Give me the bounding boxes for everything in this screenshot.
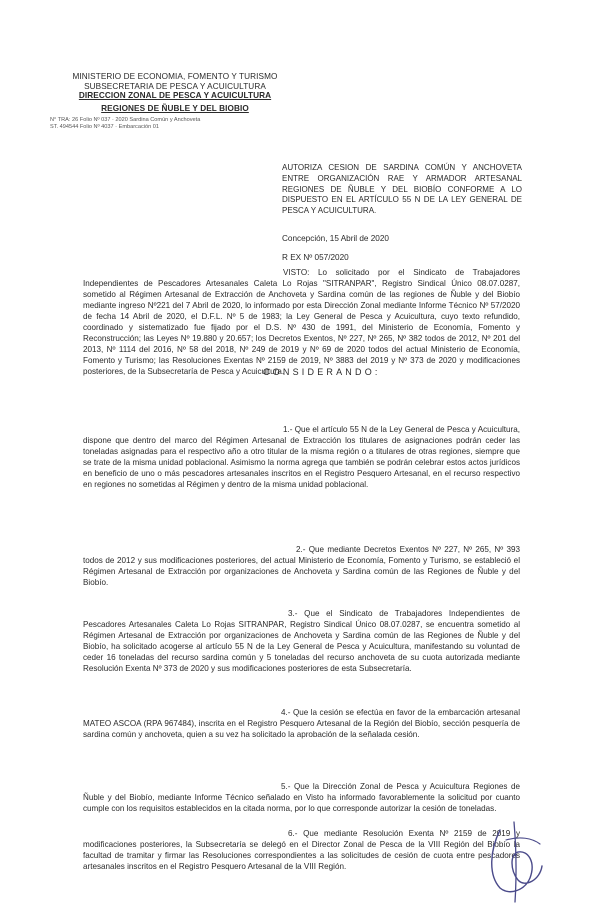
considerando-1: 1.- Que el artículo 55 N de la Ley General de Pesca y Acuicultura, dispone que dentro del marco del Régimen Artesanal de Extracción los titulares de asignaciones podrán ceder las toneladas asignadas para el respectivo año a otro titular de la misma región o a titulares de otras regiones, siempre que se trate de la misma unidad poblacional. Asimismo la norma agrega que también se podrán celebrar estos actos jurídicos en beneficio de uno o más pescadores artesanales inscritos en el Registro Pesquero Artesanal, en el recurso respectivo en regiones no sometidas al Régimen y dentro de la misma unidad poblacional.	[83, 425, 520, 490]
regiones-line: REGIONES DE ÑUBLE Y DEL BIOBIO	[101, 103, 249, 113]
considerando-3: 3.- Que el Sindicato de Trabajadores Independientes de Pescadores Artesanales Caleta Lo Rojas SITRANPAR, Registro Sindical Único 08.07.0287, se encuentra sometido al Régimen Artesanal de Extracción por organizaciones de Anchoveta y Sardina común de las Regiones de Ñuble y del Biobío, ha solicitado acogerse al artículo 55 N de la Ley General de Pesca y Acuicultura, manifestando su voluntad de ceder 16 toneladas del recurso sardina común y 5 toneladas del recurso anchoveta de su cuota autorizada mediante Resolución Exenta Nº 373 de 2020 y sus modificaciones posteriores de esta Subsecretaría.	[83, 609, 520, 674]
considerando-6: 6.- Que mediante Resolución Exenta Nº 2159 de 2019 y modificaciones posteriores, la Subsecretaría se delegó en el Director Zonal de Pesca de la VIII Región del Biobío la facultad de tramitar y firmar las Resoluciones correspondientes a las solicitudes de cesión de cuota entre pescadores artesanales inscritos en el Registro Pesquero Artesanal de la VIII Región.	[83, 829, 520, 872]
considerando-2: 2.- Que mediante Decretos Exentos Nº 227, Nº 265, Nº 393 todos de 2012 y sus modificaciones posteriores, del actual Ministerio de Economía, Fomento y Turismo, se estableció el Régimen Artesanal de Extracción por organizaciones de Anchoveta y Sardina común de las Regiones de Ñuble y del Biobío.	[83, 545, 520, 588]
place-date: Concepción, 15 Abril de 2020	[282, 234, 389, 243]
letterhead	[50, 72, 300, 131]
handwritten-signature	[470, 810, 560, 905]
subsecretaria-line: SUBSECRETARIA DE PESCA Y ACUICULTURA	[84, 81, 266, 91]
resolution-subject: AUTORIZA CESION DE SARDINA COMÚN Y ANCHOVETA ENTRE ORGANIZACIÓN RAE Y ARMADOR ARTESANAL REGIONES DE ÑUBLE Y DEL BIOBÍO CONFORME A LO DISPUESTO EN EL ARTÍCULO 55 N DE LA LEY GENERAL DE PESCA Y ACUICULTURA.	[282, 163, 522, 216]
resolution-number: R EX Nº 057/2020	[282, 253, 349, 262]
considerando-5: 5.- Que la Dirección Zonal de Pesca y Acuicultura Regiones de Ñuble y del Biobío, mediante Informe Técnico señalado en Visto ha informado favorablemente la solicitud por cuanto cumple con los requisitos establecidos en la citada norma, por lo que corresponde autorizar la cesión de toneladas.	[83, 782, 520, 814]
file-reference-line-2: ST. 494544 Folio Nº 4037 · Embarcación 01	[50, 123, 160, 130]
considerando-heading: CONSIDERANDO:	[263, 367, 381, 377]
direccion-zonal-line: DIRECCION ZONAL DE PESCA Y ACUICULTURA	[78, 91, 272, 101]
considerando-4: 4.- Que la cesión se efectúa en favor de la embarcación artesanal MATEO ASCOA (RPA 967484), inscrita en el Registro Pesquero Artesanal de la Región del Biobío, sección pesquería de sardina común y anchoveta, quien a su vez ha solicitado la aprobación de la señalada cesión.	[83, 708, 520, 740]
file-reference-line-1: N° TRA: 26 Folio Nº 037 · 2020 Sardina Común y Anchoveta	[50, 117, 201, 124]
visto-paragraph: VISTO: Lo solicitado por el Sindicato de Trabajadores Independientes de Pescadores Artesanales Caleta Lo Rojas "SITRANPAR", Registro Sindical Único 08.07.0287, sometido al Régimen Artesanal de Extracción de Anchoveta y Sardina común de las regiones de Ñuble y del Biobío mediante ingreso Nº221 del 7 Abril de 2020, lo informado por esta Dirección Zonal mediante Informe Técnico Nº 57/2020 de fecha 14 Abril de 2020, el D.F.L. Nº 5 de 1983; la Ley General de Pesca y Acuicultura, cuyo texto refundido, coordinado y sistematizado fue fijado por el D.S. Nº 430 de 1991, del Ministerio de Economía, Fomento y Reconstrucción; las Leyes Nº 19.880 y 20.657; los Decretos Exentos, Nº 227, Nº 265, Nº 382 todos de 2012, Nº 201 del 2013, Nº 1114 del 2016, Nº 58 del 2018, Nº 249 de 2019 y Nº 69 de 2020 todos del actual Ministerio de Economía, Fomento y Turismo; las Resoluciones Exentas Nº 2159 de 2019, Nº 3883 del 2019 y Nº 373 de 2020 y modificaciones posteriores, de la Subsecretaría de Pesca y Acuicultura.	[83, 268, 520, 377]
ministry-line: MINISTERIO DE ECONOMIA, FOMENTO Y TURISMO	[72, 72, 278, 81]
